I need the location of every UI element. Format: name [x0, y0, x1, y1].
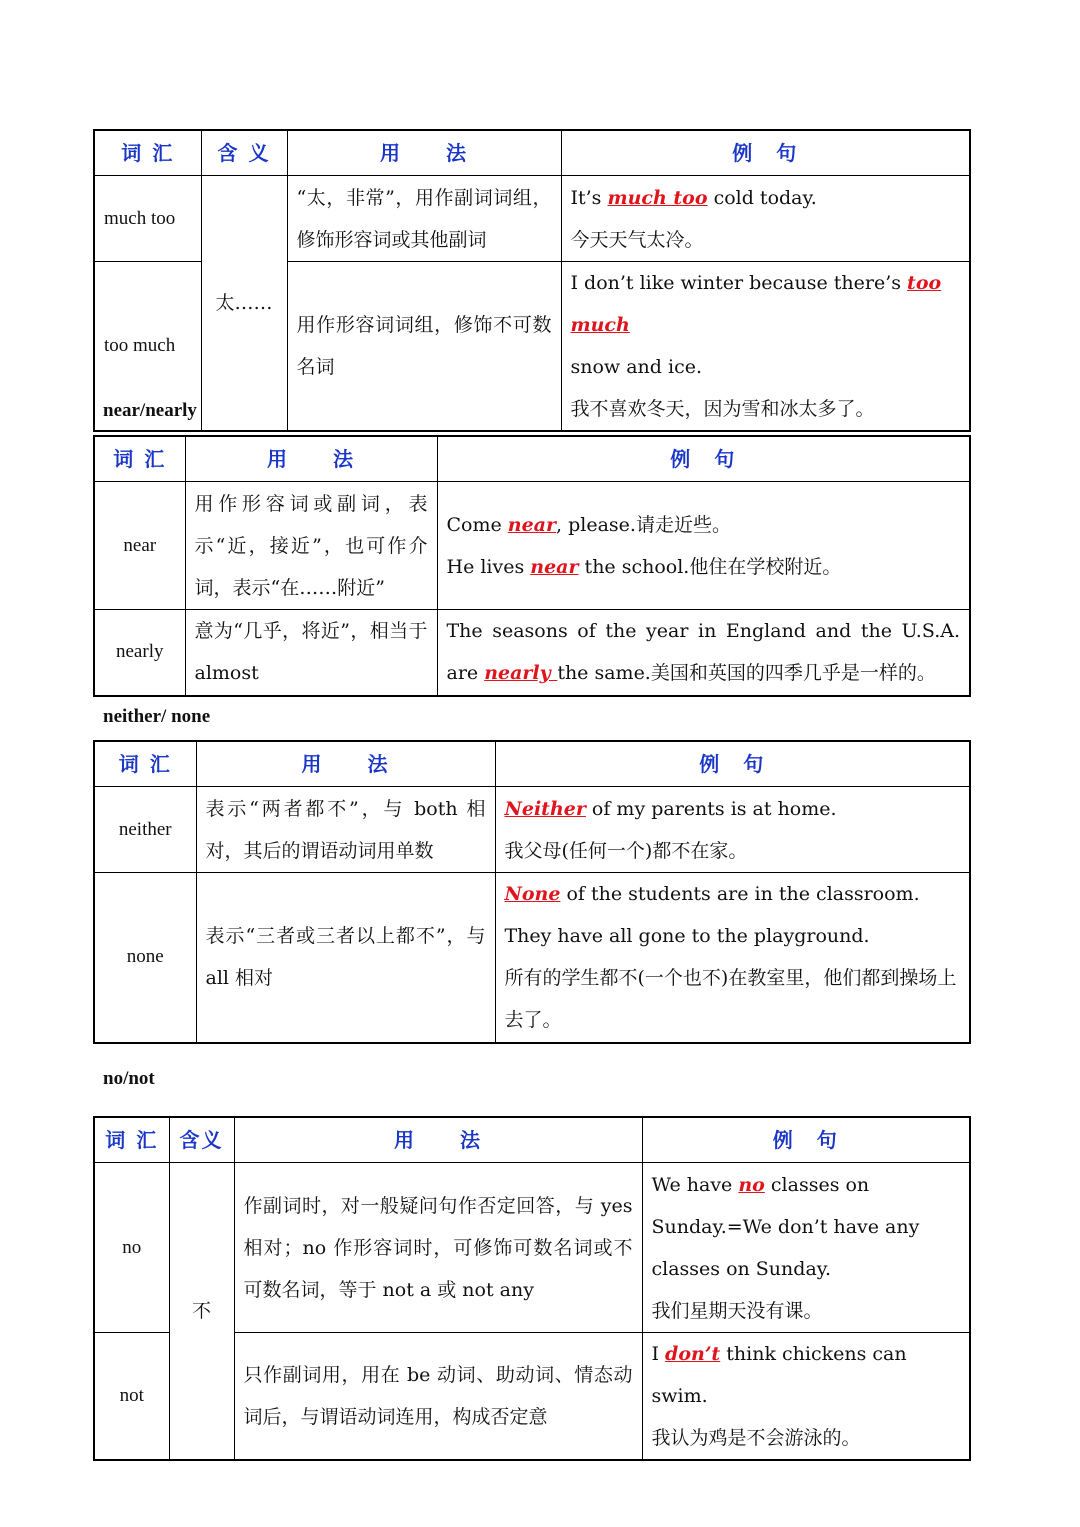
highlight-phrase: nearly	[484, 662, 558, 685]
header-word: 词 汇	[94, 436, 185, 482]
example-cn: 我父母(任何一个)都不在家。	[504, 839, 748, 862]
usage-cell: 表示“两者都不”，与 both 相对，其后的谓语动词用单数	[196, 787, 495, 873]
table-header-row	[94, 1117, 970, 1163]
header-example: 例 句	[437, 436, 970, 482]
usage-cell: 用作形容词词组，修饰不可数名词	[287, 262, 561, 432]
table-neither-none	[93, 740, 971, 1044]
table-no-not	[93, 1116, 971, 1461]
header-usage: 用 法	[234, 1117, 642, 1163]
highlight-phrase: near	[507, 513, 557, 536]
word-cell: near	[94, 482, 185, 610]
table-row	[94, 1163, 970, 1333]
example-cell	[642, 1333, 970, 1461]
header-example: 例 句	[561, 130, 970, 176]
header-word: 词 汇	[94, 741, 196, 787]
table-header-row	[94, 741, 970, 787]
header-example: 例 句	[642, 1117, 970, 1163]
example-cell	[495, 787, 970, 873]
example-en: I don’t like winter because there’s too much snow and ice.	[570, 272, 942, 378]
usage-cell: “太，非常”，用作副词词组，修饰形容词或其他副词	[287, 176, 561, 262]
header-usage: 用 法	[185, 436, 437, 482]
header-meaning: 含义	[169, 1117, 234, 1163]
example-line: Come near, please.请走近些。	[446, 513, 731, 536]
meaning-cell: 太……	[201, 176, 287, 432]
highlight-phrase: Neither	[504, 797, 586, 820]
example-en: We have no classes on Sunday.=We don’t have any classes on Sunday.	[651, 1173, 920, 1280]
header-word: 词 汇	[94, 130, 201, 176]
header-meaning: 含 义	[201, 130, 287, 176]
example-en: I don’t think chickens can swim.	[651, 1343, 907, 1407]
example-cn: 我们星期天没有课。	[651, 1299, 823, 1322]
highlight-phrase: None	[504, 883, 561, 906]
example-cn: 我不喜欢冬天，因为雪和冰太多了。	[570, 398, 875, 420]
highlight-phrase: no	[738, 1173, 765, 1196]
highlight-phrase: near	[530, 555, 579, 578]
meaning-cell: 不	[169, 1163, 234, 1461]
section-title-near-nearly: near/nearly	[103, 400, 197, 421]
example-en: None of the students are in the classroom. They have all gone to the playground.	[504, 883, 920, 948]
example-cell: The seasons of the year in England and the U.S.A. are nearly the same.美国和英国的四季几乎是一样的。	[437, 610, 970, 696]
table-row	[94, 482, 970, 610]
table-row	[94, 787, 970, 873]
table-near-nearly	[93, 435, 971, 697]
highlight-phrase: much too	[607, 186, 708, 209]
example-cell	[642, 1163, 970, 1333]
example-en: It’s much too cold today.	[570, 186, 817, 209]
table-much-too-too-much	[93, 129, 971, 432]
usage-cell: 只作副词用，用在 be 动词、助动词、情态动词后，与谓语动词连用，构成否定意	[234, 1333, 642, 1461]
example-en: Neither of my parents is at home.	[504, 797, 837, 820]
section-title-no-not: no/not	[103, 1068, 155, 1089]
table-header-row	[94, 130, 970, 176]
table-row	[94, 873, 970, 1043]
header-example: 例 句	[495, 741, 970, 787]
highlight-phrase: too much	[570, 272, 942, 336]
example-cell	[495, 873, 970, 1043]
word-cell: not	[94, 1333, 169, 1461]
table-row	[94, 176, 970, 262]
section-title-neither-none: neither/ none	[103, 706, 211, 727]
word-cell: much too	[94, 176, 201, 262]
word-cell: none	[94, 873, 196, 1043]
word-cell: nearly	[94, 610, 185, 696]
word-cell: too much	[94, 262, 201, 432]
header-usage: 用 法	[287, 130, 561, 176]
word-cell: no	[94, 1163, 169, 1333]
example-cn: 所有的学生都不(一个也不)在教室里，他们都到操场上去了。	[504, 967, 957, 1032]
usage-cell: 表示“三者或三者以上都不”，与 all 相对	[196, 873, 495, 1043]
example-cell	[561, 262, 970, 432]
example-cell	[561, 176, 970, 262]
usage-cell: 用作形容词或副词，表示“近，接近”，也可作介词，表示“在……附近”	[185, 482, 437, 610]
word-cell: neither	[94, 787, 196, 873]
example-cn: 我认为鸡是不会游泳的。	[651, 1427, 861, 1449]
highlight-phrase: don’t	[665, 1343, 721, 1365]
table-header-row	[94, 436, 970, 482]
usage-cell: 意为“几乎，将近”，相当于 almost	[185, 610, 437, 696]
example-cell	[437, 482, 970, 610]
header-word: 词 汇	[94, 1117, 169, 1163]
header-usage: 用 法	[196, 741, 495, 787]
usage-cell: 作副词时，对一般疑问句作否定回答，与 yes 相对；no 作形容词时，可修饰可数名词或不可数名词，等于 not a 或 not any	[234, 1163, 642, 1333]
example-cn: 今天天气太冷。	[570, 228, 704, 251]
example-line: He lives near the school.他住在学校附近。	[446, 555, 842, 578]
table-row	[94, 610, 970, 696]
